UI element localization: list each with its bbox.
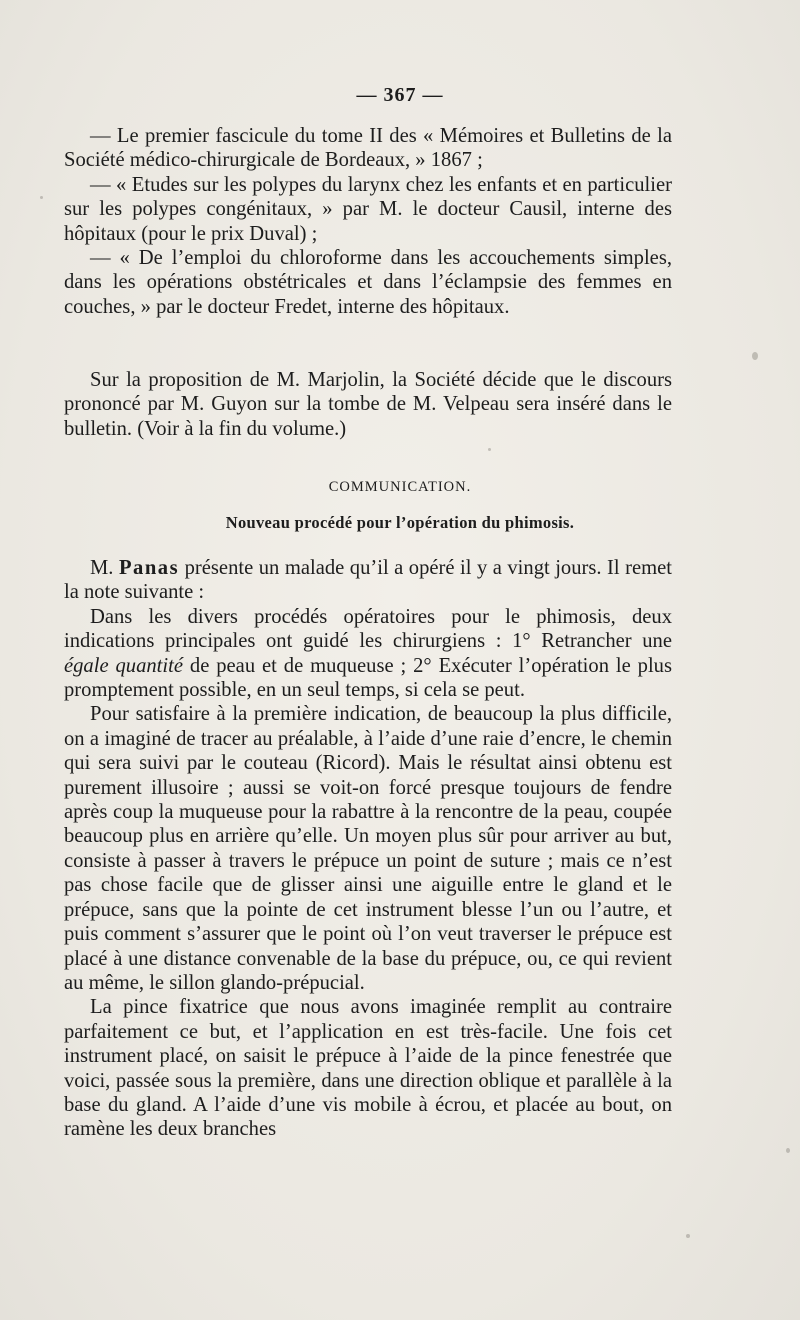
announcement-item: — « De l’emploi du chloroforme dans les accouchements simples, dans les opérations obstétricales et dans l’éclampsie des femmes en couches, » par le docteur Fredet, interne des hôpitaux. — [64, 247, 672, 318]
announcements-block — [64, 124, 672, 319]
article-paragraph — [64, 605, 672, 703]
paper-speck — [40, 196, 43, 199]
italic-phrase: égale quantité — [64, 654, 183, 677]
paper-speck — [488, 448, 491, 451]
paper-speck — [786, 1148, 790, 1153]
paper-speck — [686, 1234, 690, 1238]
proposition-block — [64, 368, 672, 441]
article-paragraph: La pince fixatrice que nous avons imaginée remplit au contraire parfaitement ce but, et l’application en est très-facile. Une fois cet instrument placé, on saisit le prépuce à l’aide de la pince fenestrée que voici, passée sous la première, dans une direction oblique et parallèle à la base du gland. A l’aide d’une vis mobile à écrou, et placée au bout, on ramène les deux branches — [64, 996, 672, 1141]
proposition-paragraph: Sur la proposition de M. Marjolin, la Société décide que le discours prononcé par M. Guyon sur la tombe de M. Velpeau sera inséré dans le bulletin. (Voir à la fin du volume.) — [64, 369, 672, 440]
section-heading: COMMUNICATION. — [328, 479, 472, 495]
speaker-name: Panas — [118, 557, 180, 579]
article-body — [64, 556, 672, 1142]
intro-prefix: M. — [90, 557, 114, 579]
paper-speck — [752, 352, 758, 360]
page-number: — 367 — — [356, 84, 444, 106]
paragraph-text: Dans les divers procédés opératoires pour le phimosis, deux indications principales ont guidé les chirurgiens : 1° Retrancher une — [64, 605, 672, 653]
announcement-item: — Le premier fascicule du tome II des « Mémoires et Bulletins de la Société médico-chirurgicale de Bordeaux, » 1867 ; — [64, 125, 672, 172]
paragraph-text: de peau et de muqueuse ; 2° Exécuter l’opération le plus promptement possible, en un seul temps, si cela se peut. — [64, 654, 672, 702]
article-intro — [64, 556, 672, 605]
intro-text: présente un malade qu’il a opéré il y a vingt jours. Il remet la note suivante : — [64, 557, 672, 604]
article-paragraph: Pour satisfaire à la première indication, de beaucoup la plus difficile, on a imaginé de tracer au préalable, à l’aide d’une raie d’encre, le chemin qui sera suivi par le couteau (Ricord). Mais le résultat ainsi obtenu est purement illusoire ; aussi se voit-on forcé presque toujours de fendre après coup la muqueuse pour la rabattre à la rencontre de la peau, coupée beaucoup plus en arrière qu’elle. Un moyen plus sûr pour arriver au but, consiste à passer à travers le prépuce un point de suture ; mais ce n’est pas chose facile que de glisser ainsi une aiguille entre le gland et le prépuce, sans que la pointe de cet instrument blesse l’un ou l’autre, et puis comment s’assurer que le point où l’on veut traverser le prépuce est placé à une distance convenable de la base du prépuce, ou, ce qui revient au même, le sillon glando-prépucial. — [64, 703, 672, 994]
article-title: Nouveau procédé pour l’opération du phimosis. — [225, 513, 575, 532]
announcement-item: — « Etudes sur les polypes du larynx chez les enfants et en particulier sur les polypes congénitaux, » par M. le docteur Causil, interne des hôpitaux (pour le prix Duval) ; — [64, 173, 672, 245]
